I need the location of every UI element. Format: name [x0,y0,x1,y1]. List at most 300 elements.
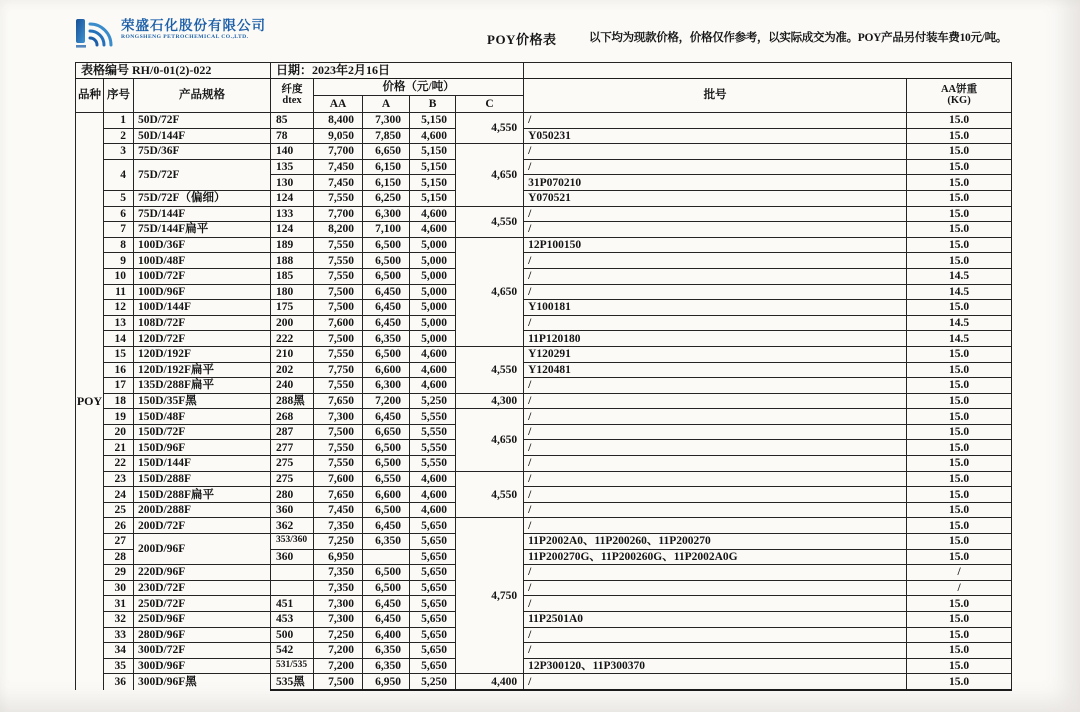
cell-price: 7,650 [314,487,363,503]
cell-seq: 33 [104,627,134,643]
table-row [76,253,1012,269]
cell-seq: 6 [104,206,134,222]
cell-spec: 200D/288F [134,502,271,518]
cell-dtex: 175 [271,300,314,316]
cell-price: 7,550 [314,190,363,206]
cell-weight: 15.0 [907,362,1012,378]
cell-weight: / [907,580,1012,596]
table-row [76,159,1012,175]
cell-seq: 32 [104,612,134,628]
cell-batch: 11P200270G、11P200260G、11P2002A0G [524,549,907,565]
cell-seq: 27 [104,534,134,550]
table-row [76,378,1012,394]
cell-batch: / [524,268,907,284]
cell-seq: 4 [104,159,134,190]
cell-price: 6,350 [363,534,410,550]
cell-price: 7,600 [314,315,363,331]
cell-price: 5,550 [410,440,456,456]
cell-dtex: 188 [271,253,314,269]
cell-spec: 100D/144F [134,300,271,316]
header-row-1 [76,79,1012,96]
cell-weight: 15.0 [907,393,1012,409]
col-header-seq: 序号 [104,79,134,113]
cell-spec: 200D/72F [134,518,271,534]
cell-price: 5,650 [410,565,456,581]
cell-dtex: 542 [271,643,314,659]
cell-price: 5,000 [410,253,456,269]
cell-c: 4,650 [456,409,524,471]
cell-seq: 7 [104,222,134,238]
cell-seq: 25 [104,502,134,518]
cell-spec: 75D/144F扁平 [134,222,271,238]
cell-weight: 15.0 [907,643,1012,659]
cell-weight: 15.0 [907,113,1012,129]
col-header-price-group: 价格（元/吨） [314,79,524,96]
cell-price: 5,150 [410,190,456,206]
cell-seq: 10 [104,268,134,284]
cell-price: 6,300 [363,378,410,394]
table-row [76,268,1012,284]
cell-weight: 15.0 [907,378,1012,394]
cell-weight: 15.0 [907,409,1012,425]
cell-batch: / [524,471,907,487]
cell-weight: 15.0 [907,518,1012,534]
cell-weight: 14.5 [907,315,1012,331]
table-row [76,487,1012,503]
cell-seq: 30 [104,580,134,596]
cell-seq: 12 [104,300,134,316]
cell-price: 5,650 [410,518,456,534]
cell-batch: / [524,284,907,300]
cell-price: 7,550 [314,237,363,253]
cell-batch: 12P300120、11P300370 [524,658,907,674]
cell-batch: / [524,487,907,503]
cell-price: 6,450 [363,315,410,331]
cell-seq: 31 [104,596,134,612]
cell-price: 4,600 [410,502,456,518]
cell-price: 5,550 [410,456,456,472]
col-header-grade-a: A [363,96,410,113]
cell-dtex: 277 [271,440,314,456]
cell-price: 5,650 [410,612,456,628]
cell-dtex: 360 [271,502,314,518]
cell-c: 4,650 [456,144,524,206]
cell-batch: 31P070210 [524,175,907,191]
cell-weight: 15.0 [907,144,1012,160]
cell-weight: / [907,565,1012,581]
cell-weight: 15.0 [907,346,1012,362]
cell-weight: 15.0 [907,549,1012,565]
cell-price: 6,500 [363,440,410,456]
cell-batch: 11P2501A0 [524,612,907,628]
cell-seq: 9 [104,253,134,269]
cell-price: 5,650 [410,580,456,596]
cell-dtex: 240 [271,378,314,394]
cell-dtex: 140 [271,144,314,160]
cell-batch: / [524,580,907,596]
cell-price: 5,550 [410,409,456,425]
cell-c: 4,550 [456,113,524,144]
cell-dtex: 535黑 [271,674,314,690]
cell-dtex: 280 [271,487,314,503]
cell-batch: Y050231 [524,128,907,144]
cell-batch: / [524,315,907,331]
table-row [76,409,1012,425]
cell-seq: 17 [104,378,134,394]
cell-weight: 15.0 [907,300,1012,316]
cell-batch: Y120481 [524,362,907,378]
cell-seq: 23 [104,471,134,487]
cell-seq: 8 [104,237,134,253]
cell-spec: 250D/96F [134,612,271,628]
cell-seq: 18 [104,393,134,409]
col-header-grade-c: C [456,96,524,113]
cell-price: 7,300 [363,113,410,129]
cell-spec: 50D/144F [134,128,271,144]
table-row [76,565,1012,581]
cell-price: 6,600 [363,362,410,378]
cell-weight: 15.0 [907,128,1012,144]
cell-price: 7,550 [314,378,363,394]
cell-price: 7,350 [314,580,363,596]
table-row [76,128,1012,144]
cell-dtex: 353/360 [271,534,314,550]
cell-price: 6,500 [363,253,410,269]
cell-spec: 75D/72F（偏细） [134,190,271,206]
cell-price: 9,050 [314,128,363,144]
cell-price: 7,300 [314,596,363,612]
cell-price: 8,400 [314,113,363,129]
cell-price: 7,500 [314,300,363,316]
cell-c: 4,550 [456,471,524,518]
table-row [76,440,1012,456]
cell-dtex: 222 [271,331,314,347]
col-header-dtex: 纤度 dtex [271,79,314,113]
cell-spec: 75D/144F [134,206,271,222]
cell-price: 5,550 [410,424,456,440]
cell-dtex: 275 [271,456,314,472]
table-row [76,518,1012,534]
company-logo [75,18,266,57]
cell-batch: 11P120180 [524,331,907,347]
cell-seq: 36 [104,674,134,690]
cell-price: 5,650 [410,658,456,674]
cell-spec: 120D/192F [134,346,271,362]
cell-dtex: 130 [271,175,314,191]
cell-spec: 150D/288F扁平 [134,487,271,503]
cell-dtex: 180 [271,284,314,300]
table-row [76,471,1012,487]
cell-price: 7,200 [314,658,363,674]
cell-price: 4,600 [410,206,456,222]
cell-weight: 15.0 [907,487,1012,503]
cell-price: 7,200 [314,643,363,659]
cell-price: 7,550 [314,440,363,456]
cell-price: 7,250 [314,627,363,643]
cell-batch: / [524,643,907,659]
cell-spec: 300D/96F [134,658,271,674]
table-row [76,456,1012,472]
cell-price: 4,600 [410,222,456,238]
cell-price: 6,350 [363,331,410,347]
cell-spec: 135D/288F扁平 [134,378,271,394]
cell-price: 4,600 [410,487,456,503]
cell-price: 5,250 [410,674,456,690]
cell-price: 7,550 [314,268,363,284]
table-row [76,596,1012,612]
cell-dtex: 185 [271,268,314,284]
cell-seq: 26 [104,518,134,534]
table-row [76,534,1012,550]
cell-price: 7,750 [314,362,363,378]
cell-spec: 230D/72F [134,580,271,596]
cell-spec: 280D/96F [134,627,271,643]
cell-price: 7,450 [314,175,363,191]
cell-price: 6,650 [363,424,410,440]
cell-price: 7,450 [314,159,363,175]
table-row [76,190,1012,206]
cell-dtex: 275 [271,471,314,487]
cell-seq: 20 [104,424,134,440]
cell-seq: 35 [104,658,134,674]
cell-price: 7,100 [363,222,410,238]
cell-price: 6,500 [363,237,410,253]
cell-spec: 300D/96F黑 [134,674,271,690]
price-disclaimer: 以下均为现款价格，价格仅作参考，以实际成交为准。POY产品另付装车费10元/吨。 [589,32,1007,44]
cell-dtex: 287 [271,424,314,440]
table-row [76,580,1012,596]
company-name-cn: 荣盛石化股份有限公司 [121,18,266,33]
cell-price: 4,600 [410,346,456,362]
cell-spec: 150D/48F [134,409,271,425]
cell-spec: 100D/72F [134,268,271,284]
cell-spec: 150D/35F黑 [134,393,271,409]
cell-dtex: 362 [271,518,314,534]
table-row [76,300,1012,316]
cell-price: 7,300 [314,612,363,628]
table-row [76,362,1012,378]
document-header [75,12,1010,60]
cell-weight: 15.0 [907,596,1012,612]
cell-dtex: 288黑 [271,393,314,409]
cell-price: 6,250 [363,190,410,206]
cell-price: 6,950 [363,674,410,690]
cell-price: 4,600 [410,471,456,487]
cell-price: 7,500 [314,284,363,300]
cell-dtex: 189 [271,237,314,253]
cell-spec: 150D/144F [134,456,271,472]
cell-batch: / [524,502,907,518]
cell-c: 4,650 [456,237,524,346]
cell-price: 5,650 [410,627,456,643]
cell-weight: 15.0 [907,471,1012,487]
cell-c: 4,750 [456,518,524,674]
company-name-en: RONGSHENG PETROCHEMICAL CO.,LTD. [121,33,249,40]
table-row [76,643,1012,659]
table-row [76,424,1012,440]
cell-batch: / [524,565,907,581]
cell-price: 5,650 [410,596,456,612]
cell-dtex: 531/535 [271,658,314,674]
cell-batch: 11P2002A0、11P200260、11P200270 [524,534,907,550]
cell-price: 6,150 [363,159,410,175]
cell-seq: 21 [104,440,134,456]
cell-batch: / [524,159,907,175]
cell-batch: / [524,674,907,690]
cell-batch: / [524,144,907,160]
cell-spec: 120D/72F [134,331,271,347]
cell-weight: 15.0 [907,502,1012,518]
cell-price: 4,600 [410,362,456,378]
cell-seq: 11 [104,284,134,300]
cell-batch: / [524,113,907,129]
cell-price: 5,000 [410,284,456,300]
cell-weight: 15.0 [907,222,1012,238]
table-row [76,346,1012,362]
cell-seq: 16 [104,362,134,378]
cell-dtex: 202 [271,362,314,378]
form-number: 表格编号 RH/0-01(2)-022 [76,63,271,79]
cell-weight: 14.5 [907,268,1012,284]
cell-price: 7,500 [314,674,363,690]
cell-weight: 15.0 [907,440,1012,456]
cell-seq: 15 [104,346,134,362]
cell-batch: / [524,424,907,440]
cell-price: 8,200 [314,222,363,238]
cell-spec: 108D/72F [134,315,271,331]
table-row [76,393,1012,409]
cell-price: 5,000 [410,268,456,284]
cell-price: 5,650 [410,534,456,550]
cell-price: 6,500 [363,580,410,596]
table-row [76,331,1012,347]
cell-price [363,549,410,565]
cell-batch: / [524,206,907,222]
rongsheng-logo-icon [75,18,115,57]
cell-dtex: 200 [271,315,314,331]
cell-weight: 15.0 [907,424,1012,440]
cell-batch: / [524,222,907,238]
cell-seq: 5 [104,190,134,206]
table-row [76,113,1012,129]
cell-seq: 29 [104,565,134,581]
meta-row [76,63,1012,79]
cell-spec: 150D/96F [134,440,271,456]
cell-price: 7,500 [314,331,363,347]
table-row [76,237,1012,253]
col-header-variety: 品种 [76,79,104,113]
cell-price: 6,500 [363,346,410,362]
cell-spec: 100D/96F [134,284,271,300]
cell-seq: 3 [104,144,134,160]
cell-dtex: 135 [271,159,314,175]
cell-price: 6,450 [363,612,410,628]
cell-batch: Y100181 [524,300,907,316]
cell-weight: 15.0 [907,190,1012,206]
cell-weight: 15.0 [907,237,1012,253]
table-row [76,658,1012,674]
cell-seq: 14 [104,331,134,347]
cell-c: 4,550 [456,346,524,393]
col-header-weight: AA饼重 (KG) [907,79,1012,113]
table-row [76,206,1012,222]
cell-price: 4,600 [410,128,456,144]
cell-dtex [271,580,314,596]
cell-spec: 250D/72F [134,596,271,612]
cell-price: 6,650 [363,144,410,160]
cell-spec: 100D/48F [134,253,271,269]
cell-seq: 24 [104,487,134,503]
cell-price: 7,300 [314,409,363,425]
cell-price: 5,000 [410,331,456,347]
cell-dtex: 453 [271,612,314,628]
cell-price: 5,250 [410,393,456,409]
cell-price: 7,550 [314,253,363,269]
cell-batch: / [524,378,907,394]
cell-price: 5,150 [410,159,456,175]
cell-variety: POY [76,113,104,690]
cell-price: 7,600 [314,471,363,487]
cell-dtex: 500 [271,627,314,643]
cell-spec: 150D/288F [134,471,271,487]
col-header-spec: 产品规格 [134,79,271,113]
poy-price-table [75,62,1012,691]
cell-c: 4,300 [456,393,524,409]
cell-price: 6,550 [363,471,410,487]
cell-price: 7,500 [314,424,363,440]
cell-price: 5,000 [410,237,456,253]
cell-weight: 15.0 [907,658,1012,674]
cell-weight: 15.0 [907,627,1012,643]
cell-batch: Y070521 [524,190,907,206]
cell-price: 7,550 [314,456,363,472]
col-header-batch: 批号 [524,79,907,113]
cell-weight: 15.0 [907,159,1012,175]
cell-weight: 15.0 [907,253,1012,269]
cell-price: 7,700 [314,206,363,222]
cell-batch: / [524,596,907,612]
col-header-grade-aa: AA [314,96,363,113]
cell-price: 5,650 [410,643,456,659]
cell-seq: 22 [104,456,134,472]
cell-seq: 2 [104,128,134,144]
cell-seq: 34 [104,643,134,659]
cell-batch: / [524,253,907,269]
table-row [76,612,1012,628]
cell-batch: / [524,409,907,425]
cell-price: 7,850 [363,128,410,144]
cell-price: 7,550 [314,346,363,362]
cell-dtex: 133 [271,206,314,222]
cell-batch: 12P100150 [524,237,907,253]
table-row [76,144,1012,160]
cell-price: 6,400 [363,627,410,643]
cell-price: 6,450 [363,596,410,612]
cell-weight: 15.0 [907,456,1012,472]
cell-spec: 120D/192F扁平 [134,362,271,378]
cell-price: 7,350 [314,518,363,534]
cell-dtex: 268 [271,409,314,425]
cell-dtex [271,565,314,581]
cell-price: 6,450 [363,300,410,316]
cell-spec: 220D/96F [134,565,271,581]
cell-price: 6,500 [363,502,410,518]
cell-c: 4,400 [456,674,524,690]
cell-price: 7,250 [314,534,363,550]
cell-seq: 13 [104,315,134,331]
cell-price: 6,600 [363,487,410,503]
table-row [76,502,1012,518]
